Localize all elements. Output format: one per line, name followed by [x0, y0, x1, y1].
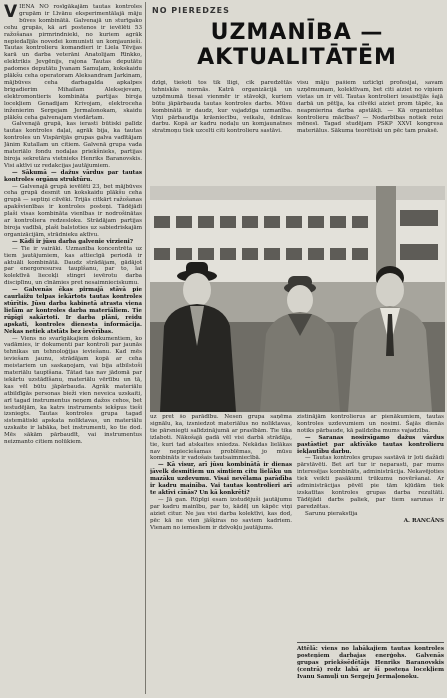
- question-text: — Kā visur, arī jūsu kombinātā ir dienas jāvelk desmitiem un simtiem citu lielāku un mazāku uzdevumu. Visai nevēlama parādība ir kadru mainība. Vai tautas kontrolieri arī te aktīvi cīnās? Un kā konkrēti?: [150, 462, 292, 496]
- paragraph: uz pret šo parādību. Nesen grupa saņēma signālu, ka, izsniedzot materiālus no noliktavas, tie pārsniegti salīdzinājumā ar prasībām. Tie tika izlaboti. Nākošajā gadā vēl visi darbā strādāja, tie, kuri tad atskaites sniedza. Nekādas lielākas nav nepieciešamas problēmas, jo mūsu kombināts ir vadošais tautsaimniecībā.: [150, 414, 292, 462]
- answer: — Jā gan. Rūpīgi esam izstudējuši jautājumu par kadru mainību, par to, kādēļ un kāpēc viņi aiziet citur. Ne jau visi darba kolektīvi, kas dod, pēc kā ne vien jāšķiras no saviem kadriem. Vienam no iemesliem ir dzīvokļu jautājums.: [150, 496, 292, 531]
- question-text: — Saranas nosirsīgamo dažus vārdus pastāstiet par aktīvāko tautas kontrolieru iekļautību darbu.: [297, 434, 444, 455]
- headline-line-1: UZMANĪBA —: [210, 20, 384, 45]
- section-kicker: NO PIEREDZES: [152, 6, 230, 15]
- question: [297, 435, 444, 456]
- article-headline: [150, 20, 444, 70]
- intro-text: IENA NO rosīgākajām tautas kontroles grupām ir Līvānu eksperimentālajā māju būves kombinātā. Galvenajā un sturīgako cehu grupās, kā arī postenos ir ievēlēti 53 ražošanas pirmrindnieki, no kuriem agrāk nepiedalījās novedei komunisti un komjaunieši. Tautas kontrolieru komandieri ir Liela Tēvijas karā un darba veterāni Anatolijam Rīnkko, elektrikis Jevgēnijs, rajona Tautas deputātu padomes deputātu Jvanam Samuļam, kokskaidu plākšu ceha operatoram Aleksandram Jarkinam, mājbūves ceha darbagalda apkalpes brigadierim Mihailam Aleksejevam, elektromontieris kombināta partijas biroja locekļiem Genadijam Krivojam, elektroceha inženierim Sergejam Jermalonokam, skaidu plākšu ceha galvenajam viedārtam.: [4, 4, 142, 121]
- article-photo: [150, 186, 445, 412]
- question: [4, 170, 142, 184]
- paragraph: visu māju pašiem uzticīgi profesijai, savam uzņēmumam, kolektīvam, bet citi aiziet no viņiem vietas un ir vēl. Tautas kontrolieri iesaistījās šajā darbā un pētīja, ka cilvēki aiziet prom tāpēc, ka neapmierina darba apstākļi. — Kā organizētas kontrolieru mācības? — Nodarbības notiek reizi mēnesī. Tagad studējam PSKP XXVI kongresa materiālus. Sākuma teorētiski un pēc tam praksē.: [297, 80, 443, 135]
- question-text: — Kādi ir jūsu darba galvenie virzieni?: [12, 238, 134, 245]
- paragraph: zistinājām kontrolierus ar pienākumiem, tautas kontroles uzdevumiem un nosimi. Šajās dienās notiks pārbaude, kā paildziba mums vajadzība.: [297, 414, 444, 434]
- answer: — Tie ir vairāki. Uzmanība koncentrēta uz tiem jautājumiem, kas attiecīgā periodā ir aktuāli kombinātā. Daudz strādājam, gādājot par energoresursu taupīšanu, par to, lai kolektīvā liecekļi stingri ievērotu darba disciplīnu, un cīnāmies pret nesaimnieciskumu.: [4, 245, 142, 287]
- photo-caption-box: [297, 642, 444, 698]
- paragraph: Galvenajā grupā, kas ierasti būtiski palīdz tautas kontroles daļai, agrāk bija, ka tautas kontroles un Vispārējās grupas galva vadītājam Jānim Kutallam un citiem. Galvenā grupa vada materiālo fondu nodaļas priekšnieks, partijas biroja sekretāra vietnieks Henriks Baranovskis. Visi aktīvi uz redakcijas jautājumiem.: [4, 121, 142, 169]
- intro-paragraph: [4, 4, 142, 121]
- question: [4, 239, 142, 246]
- photo-three-men-factory: [150, 186, 445, 412]
- byline: A. RANCĀNS: [403, 517, 444, 524]
- answer: — Viens no svarīgākajiem dokumentiem, ko vadāmies, ir dokumenti par kontroli par jaunās tehnikas un tehnoloģijas ieviešanu. Kad mēs ieviešam jaunu, strādājam kopā ar ceha meistariem un saskaņojam, vai bija atbilstoši materiālu taupīšana. Tātad tas nav jādomā par iekārtu uzstādīšanu, materiālu vērtību un tā, kas vēl būtu jāpārbauda. Agrāk materiālu atbildīgās personas bieži vien neveica uzskaiti, arī tagad instrumentus neņem dažos cehos, bet iestudējām, ka katrs instruments iekšpus tieši izsniegts. Tautas kontroles grupa tagad sistemātiski apskata noliktavas, un materiālu uzskaite ir labāka, bet instrumenti, ko tie dod. Mēs sākām pārbaudīt, vai instrumentus neizmanto citiem nolūkiem.: [4, 335, 142, 446]
- question: [4, 287, 142, 335]
- question: [150, 462, 292, 497]
- column-divider: [145, 2, 146, 694]
- paragraph: dzīgi, tiešoti tos tik īligi, cik paredzētās tehniskās normās. Katrā organizācijā un uzņēmumā tiesai vienmēr ir stāvokļi, kuriem būtu jāpārbauda tautas kontroles darbs. Mūsu kombinātā ir daudz, kur vajadzīga uzmanība. Viņi pārbaudīja krāsniecību, veikalu, ēdnīcas darbu. Kopā ar kadru nodaļu un komjaunatnes stratmoņu tiek uzcelti citi kontrolieru sastāvi.: [152, 80, 292, 135]
- lead-column-3: [297, 80, 443, 184]
- caption-lead: Attēlā:: [297, 646, 318, 652]
- article-column-1: [4, 4, 142, 692]
- answer: — Tautas kontroles grupas sastāvā ir ļoti dažādi pārstāvēti. Bet arī tur ir neparasti, par mums interesējas kombināts, administrācija. Nekavējoties tiek veikti pasākumi trūkumu novēršanai. Ar administrācijas pēvēl pie tām kļūdām tiek izskatītas kontroles grupas darba rezultāti. Tādējādi darbs paliek, par tiem sarunas ir paredzētas.: [297, 455, 444, 510]
- article-column-bottom-2: [150, 414, 292, 694]
- question-text: — Sākumā — dažus vārdus par tautas kontroles orgānu struktūru.: [4, 169, 142, 183]
- drop-cap: V: [4, 4, 18, 22]
- headline-line-2: AKTUALITĀTĒM: [197, 45, 397, 70]
- answer: — Galvenajā grupā ievēlēti 23, bet mājbūves ceha grupā desmit un kokskaidu plākšu ceha grupā — septiņi cilvēki. Trijās citkārt ražošanas apakšvienības ir kontroles posteņi. Tādējādi plaši visas kombināta vienības ir nodrošinātas ar kontroliera redzesloku. Strādājam partijas biroja vadībā, plaši balstoties uz sabiedriskajām organizācijām, strādnieku aktīvu.: [4, 183, 142, 238]
- lead-column-2: [152, 80, 292, 184]
- author-note: Sarunu pierakstīja: [305, 510, 358, 517]
- article-column-bottom-3: [297, 414, 444, 640]
- caption-text: viens no labākajiem tautas kontroles posteņiem darbajas enerģohs. Galvenās grupas priekšsēdētājs Henriks Baranovskis (centrā) redz labā ar šī posteņa locekļiem Ivanu Samuļi un Sergeju Jermaļonoku.: [297, 646, 444, 680]
- question-text: — Galvenās ēkas pirmajā stāvā pie caurlaižu telpas iekārtots tautas kontroles stūrītis. Jūsu darba kabinetā atrasta viena lielām ar kontroles darba materiāliem. Tie rūpīgi sakārtoti. Ir darba plāni, reidu apskati, kontroles dienesta informācija. Nekas netiek atstāts bez ievērības.: [4, 287, 142, 335]
